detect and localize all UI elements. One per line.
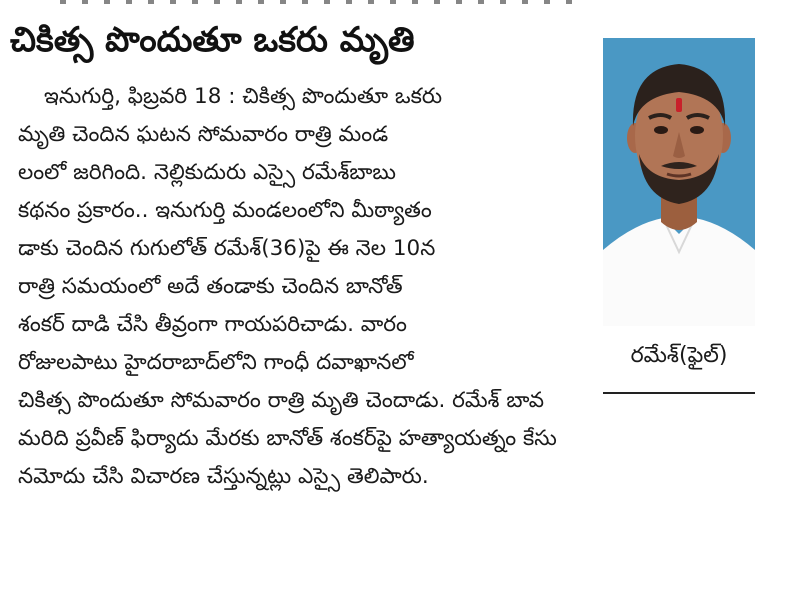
article-line: డాకు చెందిన గుగులోత్ రమేశ్(36)పై ఈ నెల 10న <box>18 236 436 261</box>
article-line: మృతి చెందిన ఘటన సోమవారం రాత్రి మండ <box>18 122 389 147</box>
article-line: రాత్రి సమయంలో అదే తండాకు చెందిన బానోత్ <box>18 274 403 299</box>
article-line: శంకర్ దాడి చేసి తీవ్రంగా గాయపరిచాడు. వారం <box>18 312 407 337</box>
article-line: నమోదు చేసి విచారణ చేస్తున్నట్లు ఎస్సై తెలిపారు. <box>18 464 429 489</box>
cropped-previous-text <box>0 0 800 8</box>
article-line: రోజులపాటు హైదరాబాద్‌లోని గాంధీ దవాఖానలో <box>18 350 414 375</box>
article-line: చికిత్స పొందుతూ సోమవారం రాత్రి మృతి చెందాడు. రమేశ్ బావ <box>18 388 544 413</box>
person-photo <box>603 38 755 326</box>
article-line: ఇనుగుర్తి, ఫిబ్రవరి 18 : చికిత్స పొందుతూ ఒకరు <box>44 84 443 109</box>
article-line: లంలో జరిగింది. నెల్లికుదురు ఎస్సై రమేశ్‌బాబు <box>18 160 396 185</box>
photo-caption: రమేశ్(ఫైల్) <box>630 343 728 368</box>
article-line: మరిది ప్రవీణ్ ఫిర్యాదు మేరకు బానోత్ శంకర్‌పై హత్యాయత్నం కేసు <box>18 426 557 451</box>
caption-divider <box>603 392 755 394</box>
article-headline: చికిత్స పొందుతూ ఒకరు మృతి <box>10 20 415 60</box>
article-line: కథనం ప్రకారం.. ఇనుగుర్తి మండలంలోని మీఠ్యాతం <box>18 198 432 223</box>
